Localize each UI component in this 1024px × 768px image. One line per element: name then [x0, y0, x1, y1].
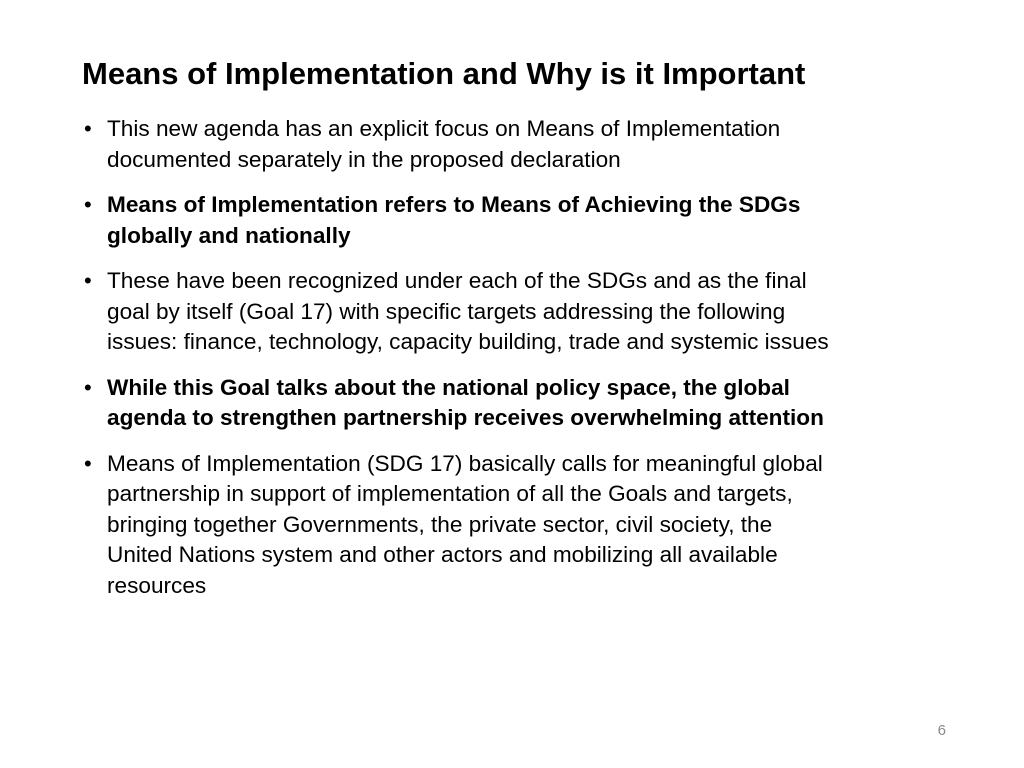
bullet-item — [84, 373, 944, 434]
bullet-line: resources — [107, 572, 207, 598]
bullet-line: documented separately in the proposed declaration — [107, 146, 621, 172]
bullet-line: These have been recognized under each of the SDGs and as the final — [107, 268, 807, 293]
bullet-text — [107, 114, 944, 175]
bullet-item — [84, 266, 944, 358]
page-number: 6 — [937, 722, 946, 739]
bullet-line: agenda to strengthen partnership receives overwhelming attention — [107, 405, 824, 430]
bullet-text — [107, 266, 944, 358]
bullet-line: issues: finance, technology, capacity building, trade and systemic issues — [107, 329, 829, 354]
bullet-item — [84, 190, 944, 251]
bullet-text — [107, 449, 944, 602]
bullet-text — [107, 190, 944, 251]
bullet-list — [84, 114, 944, 616]
bullet-line: This new agenda has an explicit focus on Means of Implementation — [107, 116, 781, 141]
bullet-line: goal by itself (Goal 17) with specific targets addressing the following — [107, 298, 786, 324]
bullet-line: bringing together Governments, the private sector, civil society, the — [107, 511, 773, 537]
bullet-item — [84, 449, 944, 602]
bullet-line: globally and nationally — [107, 222, 351, 248]
bullet-line: Means of Implementation refers to Means of Achieving the SDGs — [107, 192, 801, 217]
bullet-mark: • — [84, 450, 92, 476]
slide-title: Means of Implementation and Why is it Important — [82, 56, 806, 91]
bullet-line: partnership in support of implementation of all the Goals and targets, — [107, 481, 793, 506]
bullet-line: While this Goal talks about the national policy space, the global — [107, 374, 790, 400]
bullet-mark: • — [84, 192, 92, 217]
bullet-line: Means of Implementation (SDG 17) basically calls for meaningful global — [107, 450, 823, 476]
bullet-text — [107, 373, 944, 434]
bullet-line: United Nations system and other actors and mobilizing all available — [107, 542, 778, 567]
bullet-item — [84, 114, 944, 175]
bullet-mark: • — [84, 116, 92, 141]
bullet-mark: • — [84, 268, 92, 293]
bullet-mark: • — [84, 374, 92, 400]
